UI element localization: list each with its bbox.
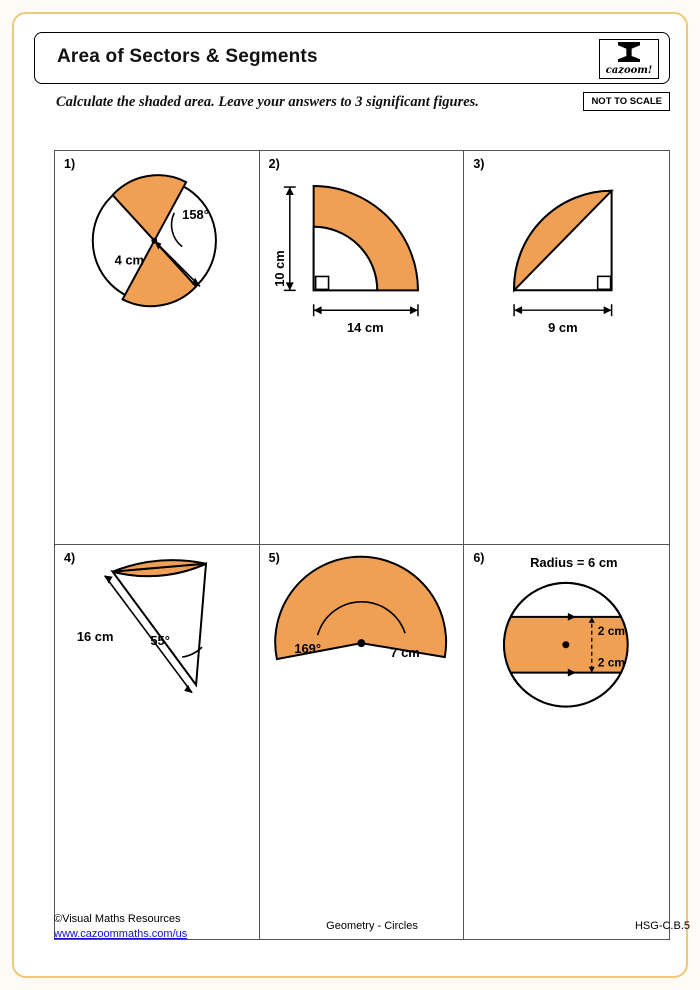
- question-number: 3): [473, 157, 485, 171]
- question-cell-4: [55, 545, 260, 939]
- figure-2: [260, 151, 464, 544]
- title-bar: [34, 32, 670, 84]
- not-to-scale-badge: NOT TO SCALE: [583, 92, 670, 111]
- question-number: 1): [64, 157, 76, 171]
- question-grid: [54, 150, 670, 940]
- height-label-2: 10 cm: [271, 250, 287, 287]
- question-number: 5): [268, 551, 280, 565]
- angle-label-5: 169°: [293, 641, 321, 657]
- figure-3: [464, 151, 669, 544]
- radius-label-6: Radius = 6 cm: [530, 554, 618, 570]
- figure-4: [55, 545, 259, 939]
- question-number: 4): [64, 551, 76, 565]
- question-cell-6: [464, 545, 669, 939]
- question-cell-5: [260, 545, 465, 939]
- question-number: 2): [268, 157, 280, 171]
- instruction-text: Calculate the shaded area. Leave your answers to 3 significant figures.: [56, 94, 479, 110]
- question-cell-3: [464, 151, 669, 545]
- radius-label-1: 4 cm: [114, 252, 145, 268]
- question-number: 6): [473, 551, 485, 565]
- footer-left: [54, 912, 187, 942]
- footer: [54, 912, 690, 952]
- worksheet-inner: [34, 32, 690, 962]
- question-cell-1: [55, 151, 260, 545]
- figure-6: [464, 545, 669, 939]
- page-title: Area of Sectors & Segments: [57, 46, 318, 67]
- bottom-label-6: 2 cm: [598, 655, 626, 670]
- question-cell-2: [260, 151, 465, 545]
- width-label-3: 9 cm: [548, 320, 578, 336]
- cazoom-logo-icon: [618, 42, 640, 62]
- angle-label-1: 158°: [182, 206, 209, 222]
- website-link[interactable]: www.cazoommaths.com/us: [54, 928, 188, 940]
- footer-topic: Geometry - Circles: [326, 920, 418, 932]
- footer-standard-code: HSG-C.B.5: [634, 920, 690, 932]
- copyright-text: ©Visual Maths Resources: [54, 913, 181, 925]
- width-label-2: 14 cm: [346, 320, 384, 336]
- logo-wordmark: cazoom!: [605, 65, 653, 76]
- radius-label-5: 7 cm: [389, 645, 420, 661]
- cazoom-logo: [599, 39, 659, 79]
- side-label-4: 16 cm: [76, 629, 114, 645]
- figure-5: [260, 545, 464, 939]
- worksheet-page: [12, 12, 688, 978]
- angle-label-4: 55°: [150, 633, 170, 649]
- top-label-6: 2 cm: [598, 623, 626, 638]
- figure-1: [55, 151, 259, 544]
